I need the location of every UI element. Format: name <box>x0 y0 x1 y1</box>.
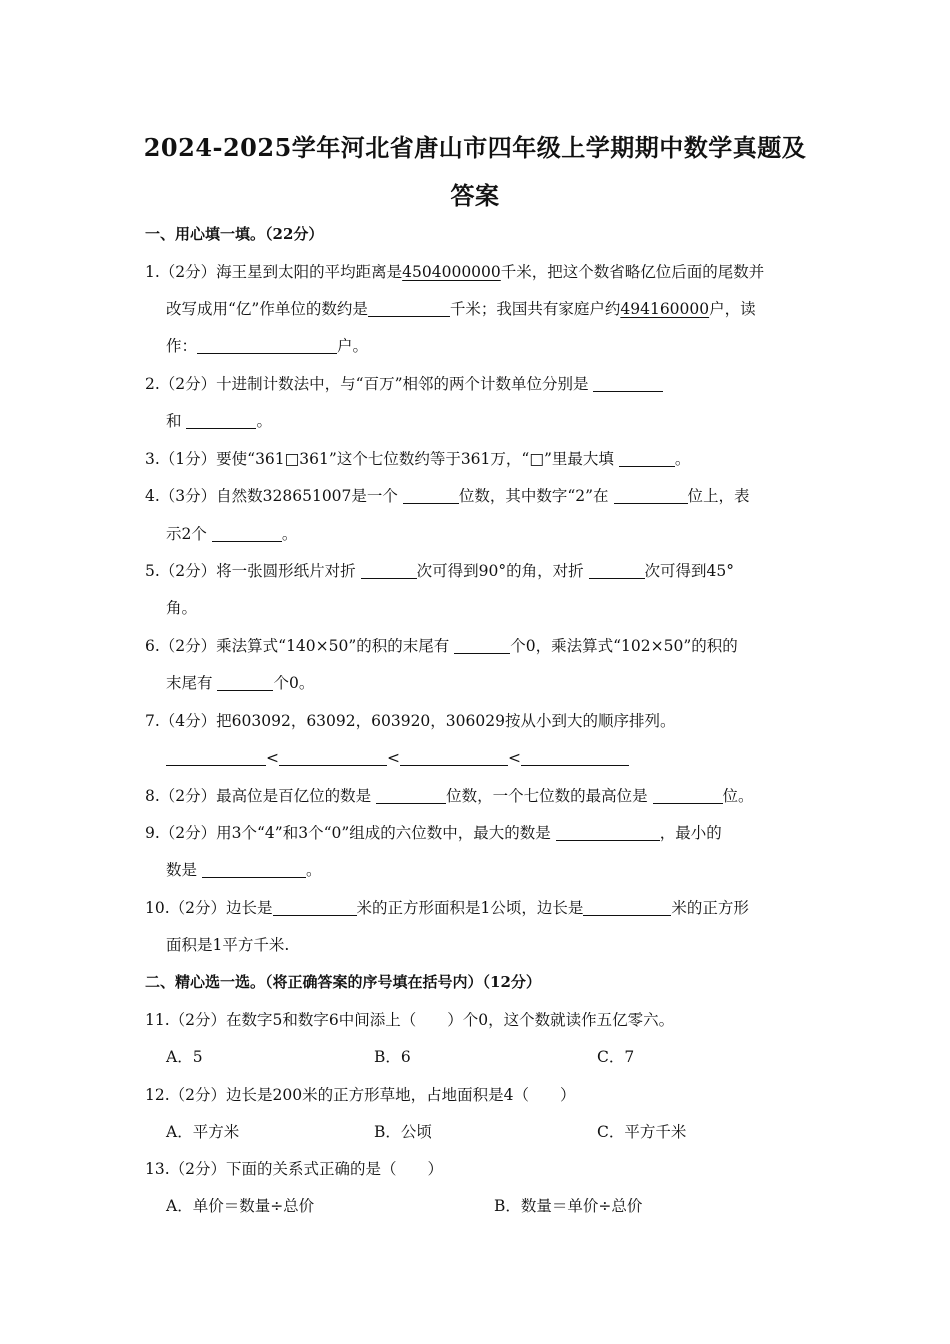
answer-blank[interactable] <box>521 749 629 766</box>
question-11-option-c[interactable]: C．7 <box>597 1048 635 1066</box>
answer-blank[interactable] <box>368 300 450 317</box>
answer-blank[interactable] <box>186 412 256 429</box>
page-title-line-2: 答案 <box>450 181 500 210</box>
question-12-option-b[interactable]: B．公顷 <box>374 1123 432 1141</box>
question-1-line-2: 改写成用“亿”作单位的数约是 千米；我国共有家庭户约494160000户，读 <box>166 300 756 318</box>
question-10-line-2: 面积是1平方千米. <box>166 936 290 954</box>
question-2-line-2: 和 。 <box>166 412 272 430</box>
question-13-option-b[interactable]: B．数量＝单价÷总价 <box>494 1197 643 1215</box>
section-1-heading: 一、用心填一填。（22分） <box>145 225 324 243</box>
question-7-ordering-row: < < < <box>166 748 629 768</box>
answer-blank[interactable] <box>166 749 266 766</box>
question-4-line-2: 示2个 。 <box>166 525 298 543</box>
question-5-line-1: 5.（2分）将一张圆形纸片对折 次可得到90°的角，对折 次可得到45° <box>145 562 734 580</box>
answer-blank[interactable] <box>653 787 723 804</box>
question-1-line-1: 1.（2分）海王星到太阳的平均距离是4504000000千米，把这个数省略亿位后面的尾数并 <box>145 263 765 281</box>
neptune-distance-number: 4504000000 <box>402 263 501 281</box>
question-13-option-a[interactable]: A．单价＝数量÷总价 <box>166 1197 315 1215</box>
question-1-line-3: 作： 户。 <box>166 337 369 355</box>
answer-blank[interactable] <box>361 562 417 579</box>
answer-blank[interactable] <box>202 861 306 878</box>
answer-blank[interactable] <box>589 562 645 579</box>
answer-blank[interactable] <box>619 450 675 467</box>
answer-blank[interactable] <box>217 674 273 691</box>
question-9-line-2: 数是 。 <box>166 861 322 879</box>
question-11-option-a[interactable]: A．5 <box>166 1048 203 1066</box>
question-8: 8.（2分）最高位是百亿位的数是 位数，一个七位数的最高位是 位。 <box>145 787 754 805</box>
answer-blank[interactable] <box>273 899 357 916</box>
answer-blank[interactable] <box>454 637 510 654</box>
answer-blank[interactable] <box>556 824 660 841</box>
question-6-line-2: 末尾有 个0。 <box>166 674 315 692</box>
households-number: 494160000 <box>620 300 710 318</box>
question-5-line-2: 角。 <box>166 599 198 617</box>
question-10-line-1: 10.（2分）边长是 米的正方形面积是1公顷，边长是 米的正方形 <box>145 899 749 917</box>
question-6-line-1: 6.（2分）乘法算式“140×50”的积的末尾有 个0，乘法算式“102×50”的积的 <box>145 637 738 655</box>
answer-blank[interactable] <box>400 749 508 766</box>
answer-blank[interactable] <box>403 487 459 504</box>
question-12-option-a[interactable]: A．平方米 <box>166 1123 240 1141</box>
answer-blank[interactable] <box>614 487 688 504</box>
question-9-line-1: 9.（2分）用3个“4”和3个“0”组成的六位数中，最大的数是 ，最小的 <box>145 824 722 842</box>
question-12-option-c[interactable]: C．平方千米 <box>597 1123 687 1141</box>
question-4-line-1: 4.（3分）自然数328651007是一个 位数，其中数字“2”在 位上，表 <box>145 487 750 505</box>
answer-blank[interactable] <box>197 337 337 354</box>
answer-blank[interactable] <box>212 525 282 542</box>
question-13: 13.（2分）下面的关系式正确的是（ ） <box>145 1160 444 1178</box>
question-7-line-1: 7.（4分）把603092，63092，603920，306029按从小到大的顺序排列。 <box>145 712 676 730</box>
page-title-line-1: 2024-2025学年河北省唐山市四年级上学期期中数学真题及 <box>143 133 807 162</box>
answer-blank[interactable] <box>593 375 663 392</box>
answer-blank[interactable] <box>376 787 446 804</box>
question-3: 3.（1分）要使“361□361”这个七位数约等于361万，“□”里最大填 。 <box>145 450 691 468</box>
question-11: 11.（2分）在数字5和数字6中间添上（ ）个0，这个数就读作五亿零六。 <box>145 1011 675 1029</box>
question-2-line-1: 2.（2分）十进制计数法中，与“百万”相邻的两个计数单位分别是 <box>145 374 663 394</box>
question-11-option-b[interactable]: B．6 <box>374 1048 411 1066</box>
question-12: 12.（2分）边长是200米的正方形草地，占地面积是4（ ） <box>145 1086 576 1104</box>
answer-blank[interactable] <box>279 749 387 766</box>
section-2-heading: 二、精心选一选。（将正确答案的序号填在括号内）（12分） <box>145 973 541 991</box>
answer-blank[interactable] <box>583 899 671 916</box>
